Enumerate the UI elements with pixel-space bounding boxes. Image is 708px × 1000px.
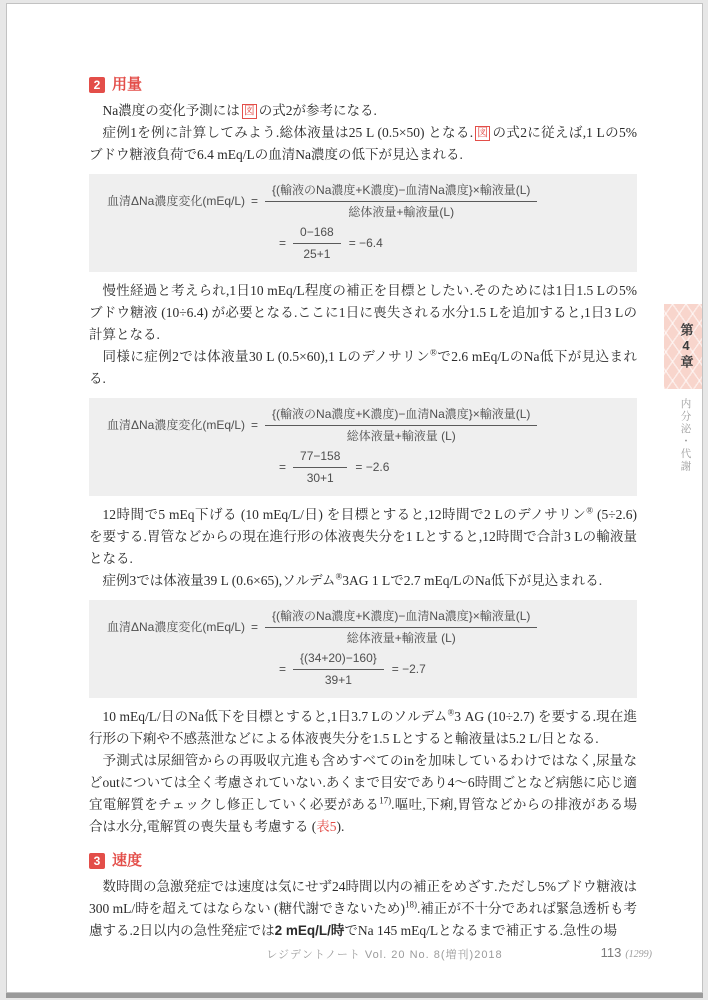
- text-run: 12時間で5 mEq下げる (10 mEq/L/日) を目標とすると,12時間で2 Lのデノサリン: [102, 507, 587, 522]
- text-run: の式2に従えば,1 Lの5%ブドウ糖液負荷で6.4 mEq/Lの血清Na濃度の低下が見込まれる.: [89, 125, 637, 162]
- chapter-tab-label: 第4章: [678, 323, 694, 370]
- registered-mark: ®: [430, 347, 437, 358]
- text-run: 症例3では体液量39 L (0.6×65),ソルデム: [102, 573, 336, 588]
- equals-sign: =: [251, 418, 259, 432]
- section-number-badge: 3: [89, 853, 105, 869]
- fraction: [293, 651, 384, 688]
- paragraph-chronic: 慢性経過と考えられ,1日10 mEq/L程度の補正を目標としたい.そのためには1日1.5 Lの5%ブドウ糖液 (10÷6.4) が必要となる.ここに1日に喪失される水分1.5 Lを追加すると,1日3 Lの計算となる.: [89, 283, 637, 342]
- numerator: 77−158: [293, 449, 347, 468]
- paragraph-case3: [89, 570, 637, 592]
- text-run: 10 mEq/L/日のNa低下を目標とすると,1日3.7 Lのソルデム: [102, 709, 448, 724]
- text-run: .嘔吐,下痢,胃管などからの排液がある場合は水分,電解質の喪失量も考慮する (: [89, 797, 637, 834]
- page-number-alt: (1299): [625, 949, 652, 960]
- section-heading-speed: [89, 852, 637, 870]
- text-run: .補正が不十分であれば緊急透析も考慮する.2日以内の急性発症では: [89, 901, 637, 938]
- registered-mark: ®: [586, 505, 594, 516]
- equals-sign: =: [279, 662, 287, 676]
- reference-mark: 18): [404, 899, 417, 910]
- formula-label: 血清ΔNa濃度変化(mEq/L): [107, 194, 246, 208]
- paragraph-case2: [89, 346, 637, 390]
- paragraph-caution: [89, 750, 637, 838]
- fraction: [293, 225, 341, 262]
- equals-sign: =: [279, 236, 287, 250]
- paragraph-12h: [89, 504, 637, 570]
- paragraph-target: [89, 706, 637, 750]
- equals-sign: =: [279, 460, 287, 474]
- formula-box-3: [89, 600, 637, 698]
- fraction: [293, 449, 347, 486]
- registered-mark: ®: [447, 707, 455, 718]
- formula-row: [279, 651, 621, 688]
- equals-sign: =: [251, 620, 259, 634]
- figure-ref-icon: 図: [477, 127, 489, 139]
- denominator: 39+1: [324, 673, 352, 687]
- chapter-subtitle-label: 内分泌・代謝: [679, 398, 692, 473]
- chapter-subtitle: [664, 398, 703, 493]
- fraction: [265, 407, 537, 444]
- text-run: Na濃度の変化予測には: [102, 103, 240, 118]
- denominator: 30+1: [306, 471, 334, 485]
- numerator: {(輸液のNa濃度+K濃度)−血清Na濃度}×輸液量(L): [265, 407, 537, 426]
- paragraph-intro: [89, 100, 637, 122]
- text-run: 数時間の急激発症では速度は気にせず24時間以内の補正をめざす.ただし5%ブドウ糖液は300 mL/時を超えてはならない (糖代謝できないため): [89, 879, 637, 916]
- text-run: 同様に症例2では体液量30 L (0.5×60),1 Lのデノサリン: [102, 349, 431, 364]
- fraction: [265, 183, 537, 220]
- text-run: ).: [336, 819, 345, 834]
- formula-result: = −2.6: [355, 460, 390, 474]
- section-heading-dose: [89, 76, 637, 94]
- denominator: 総体液量+輸液量 (L): [346, 631, 456, 645]
- numerator: 0−168: [293, 225, 341, 244]
- formula-label: 血清ΔNa濃度変化(mEq/L): [107, 620, 246, 634]
- numerator: {(輸液のNa濃度+K濃度)−血清Na濃度}×輸液量(L): [265, 609, 537, 628]
- chapter-tab: [664, 304, 703, 389]
- emphasized-rate: 2 mEq/L/時: [274, 923, 345, 938]
- footer-journal: レジデントノート Vol. 20 No. 8(増刊)2018: [266, 949, 503, 961]
- formula-row: [279, 449, 621, 486]
- equals-sign: =: [251, 194, 259, 208]
- formula-row: [107, 609, 621, 646]
- formula-row: [279, 225, 621, 262]
- registered-mark: ®: [335, 571, 343, 582]
- figure-ref-icon: 図: [243, 105, 255, 117]
- table-ref: 表5: [316, 819, 337, 834]
- formula-row: [107, 183, 621, 220]
- formula-box-2: [89, 398, 637, 496]
- text-run: でNa 145 mEq/Lとなるまで補正する.急性の場: [344, 923, 618, 938]
- page-number: 113: [600, 945, 622, 960]
- section-number-badge: 2: [89, 77, 105, 93]
- text-run: 症例1を例に計算してみよう.総体液量は25 L (0.5×50) となる.: [102, 125, 474, 140]
- book-page: [6, 3, 703, 993]
- fraction: [265, 609, 537, 646]
- section-title: 速度: [112, 852, 143, 869]
- footer-page-number: [601, 945, 652, 960]
- formula-result: = −6.4: [348, 236, 383, 250]
- formula-result: = −2.7: [391, 662, 426, 676]
- formula-row: [107, 407, 621, 444]
- paragraph-case1: [89, 122, 637, 166]
- text-run: 3 AG (10÷2.7) を要する.現在進行形の下痢や不感蒸泄などによる体液喪失分を1.5 Lとすると輸液量は5.2 L/日となる.: [89, 709, 637, 746]
- page-body: [89, 76, 637, 942]
- numerator: {(34+20)−160}: [293, 651, 384, 670]
- text-run: で2.6 mEq/LのNa低下が見込まれる.: [89, 349, 637, 386]
- numerator: {(輸液のNa濃度+K濃度)−血清Na濃度}×輸液量(L): [265, 183, 537, 202]
- text-run: の式2が参考になる.: [258, 103, 377, 118]
- denominator: 25+1: [303, 247, 331, 261]
- reference-mark: 17): [379, 795, 392, 806]
- section-title: 用量: [112, 76, 143, 93]
- text-run: 予測式は尿細管からの再吸収亢進も含めすべてのinを加味しているわけではなく,尿量などoutについては全く考慮されていない.あくまで目安であり4〜6時間ごとなど病態に応じ適宜電解質をチェックし修正していく必要がある: [89, 753, 637, 812]
- paragraph-speed: [89, 876, 637, 942]
- denominator: 総体液量+輸液量(L): [348, 205, 455, 219]
- text-run: (5÷2.6) を要する.胃管などからの現在進行形の体液喪失分を1 Lとすると,12時間で合計3 Lの輸液量となる.: [89, 507, 637, 566]
- text-run: 3AG 1 Lで2.7 mEq/LのNa低下が見込まれる.: [342, 573, 603, 588]
- denominator: 総体液量+輸液量 (L): [346, 429, 456, 443]
- formula-label: 血清ΔNa濃度変化(mEq/L): [107, 418, 246, 432]
- formula-box-1: [89, 174, 637, 272]
